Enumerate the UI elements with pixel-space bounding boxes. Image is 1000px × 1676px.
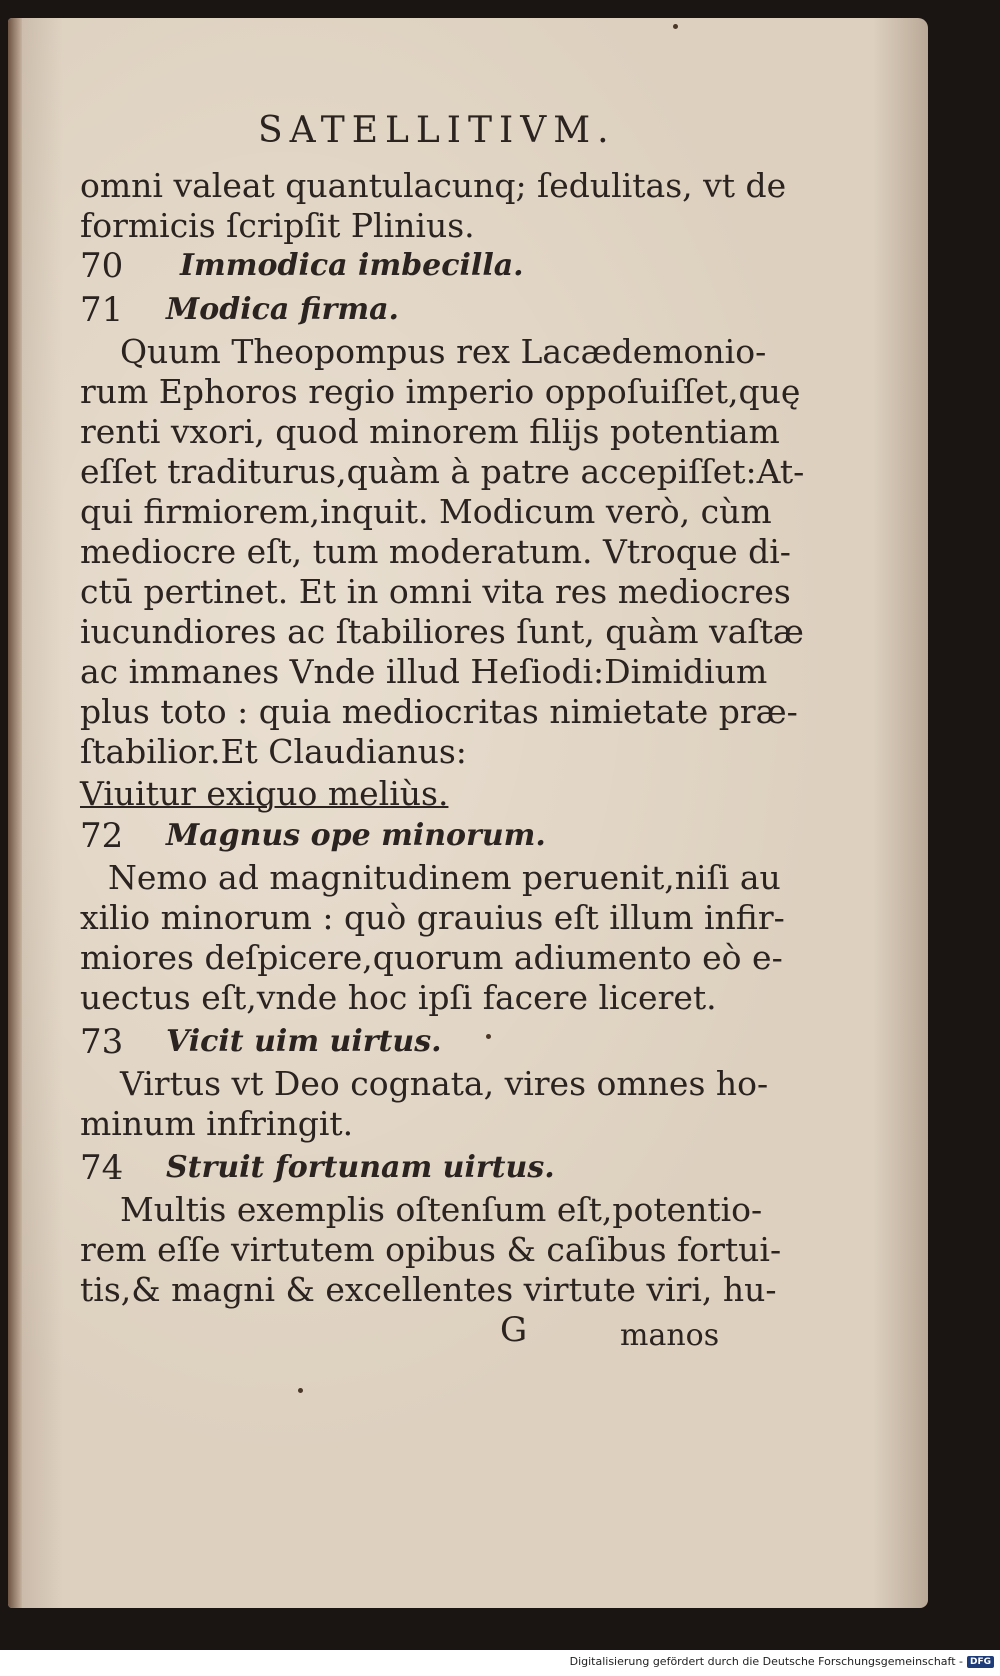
verse-quote: Viuitur exiguo meliùs. bbox=[80, 774, 449, 813]
text-line: minum infringit. bbox=[80, 1104, 354, 1143]
entry-title: Magnus ope minorum. bbox=[166, 818, 546, 853]
text-line: xilio minorum : quò grauius eſt illum infir- bbox=[80, 898, 785, 937]
catchword: manos bbox=[620, 1318, 720, 1353]
entry-title: Vicit uim uirtus. bbox=[166, 1024, 442, 1059]
text-line: Quum Theopompus rex Lacædemonio- bbox=[120, 332, 767, 371]
text-line: tis,& magni & excellentes virtute viri, hu- bbox=[80, 1270, 777, 1309]
entry-title: Struit fortunam uirtus. bbox=[166, 1150, 555, 1185]
ink-speck bbox=[298, 1388, 303, 1393]
text-line: mediocre eſt, tum moderatum. Vtroque di- bbox=[80, 532, 791, 571]
ink-speck bbox=[673, 24, 678, 29]
text-line: Multis exemplis oſtenſum eſt,potentio- bbox=[120, 1190, 763, 1229]
text-line: eſſet traditurus,quàm à patre accepiſſet:At- bbox=[80, 452, 805, 491]
text-line: Virtus vt Deo cognata, vires omnes ho- bbox=[120, 1064, 769, 1103]
text-line: iucundiores ac ſtabiliores ſunt, quàm vaſtæ bbox=[80, 612, 804, 651]
entry-number: 71 bbox=[80, 290, 124, 330]
text-line: miores deſpicere,quorum adiumento eò e- bbox=[80, 938, 783, 977]
text-line: ac immanes Vnde illud Heſiodi:Dimidium bbox=[80, 652, 768, 691]
text-line: formicis ſcripſit Plinius. bbox=[80, 206, 475, 245]
dfg-logo: DFG bbox=[967, 1656, 994, 1668]
entry-title: Modica firma. bbox=[166, 292, 399, 327]
text-line: uectus eſt,vnde hoc ipſi facere liceret. bbox=[80, 978, 717, 1017]
text-line: Nemo ad magnitudinem peruenit,niſi au bbox=[108, 858, 781, 897]
text-line: qui firmiorem,inquit. Modicum verò, cùm bbox=[80, 492, 772, 531]
text-line: ſtabilior.Et Claudianus: bbox=[80, 732, 467, 771]
text-line: rem eſſe virtutem opibus & caſibus fortui- bbox=[80, 1230, 782, 1269]
entry-number: 70 bbox=[80, 246, 124, 286]
book-page bbox=[8, 18, 928, 1608]
digitization-credit bbox=[570, 1655, 994, 1668]
page-text bbox=[8, 18, 928, 1608]
entry-number: 74 bbox=[80, 1148, 124, 1188]
entry-number: 72 bbox=[80, 816, 124, 856]
signature-mark: G bbox=[500, 1310, 528, 1350]
text-line: renti vxori, quod minorem filijs potentiam bbox=[80, 412, 780, 451]
entry-number: 73 bbox=[80, 1022, 124, 1062]
text-line: ctū pertinet. Et in omni vita res mediocres bbox=[80, 572, 791, 611]
ink-speck bbox=[486, 1034, 491, 1039]
credit-text: Digitalisierung gefördert durch die Deutsche Forschungsgemeinschaft - bbox=[569, 1655, 963, 1668]
running-head: SATELLITIVM. bbox=[258, 110, 616, 151]
entry-title: Immodica imbecilla. bbox=[180, 248, 524, 283]
text-line: omni valeat quantulacunq; ſedulitas, vt de bbox=[80, 166, 787, 205]
text-line: plus toto : quia mediocritas nimietate præ- bbox=[80, 692, 798, 731]
text-line: rum Ephoros regio imperio oppoſuiſſet,quę bbox=[80, 372, 801, 411]
